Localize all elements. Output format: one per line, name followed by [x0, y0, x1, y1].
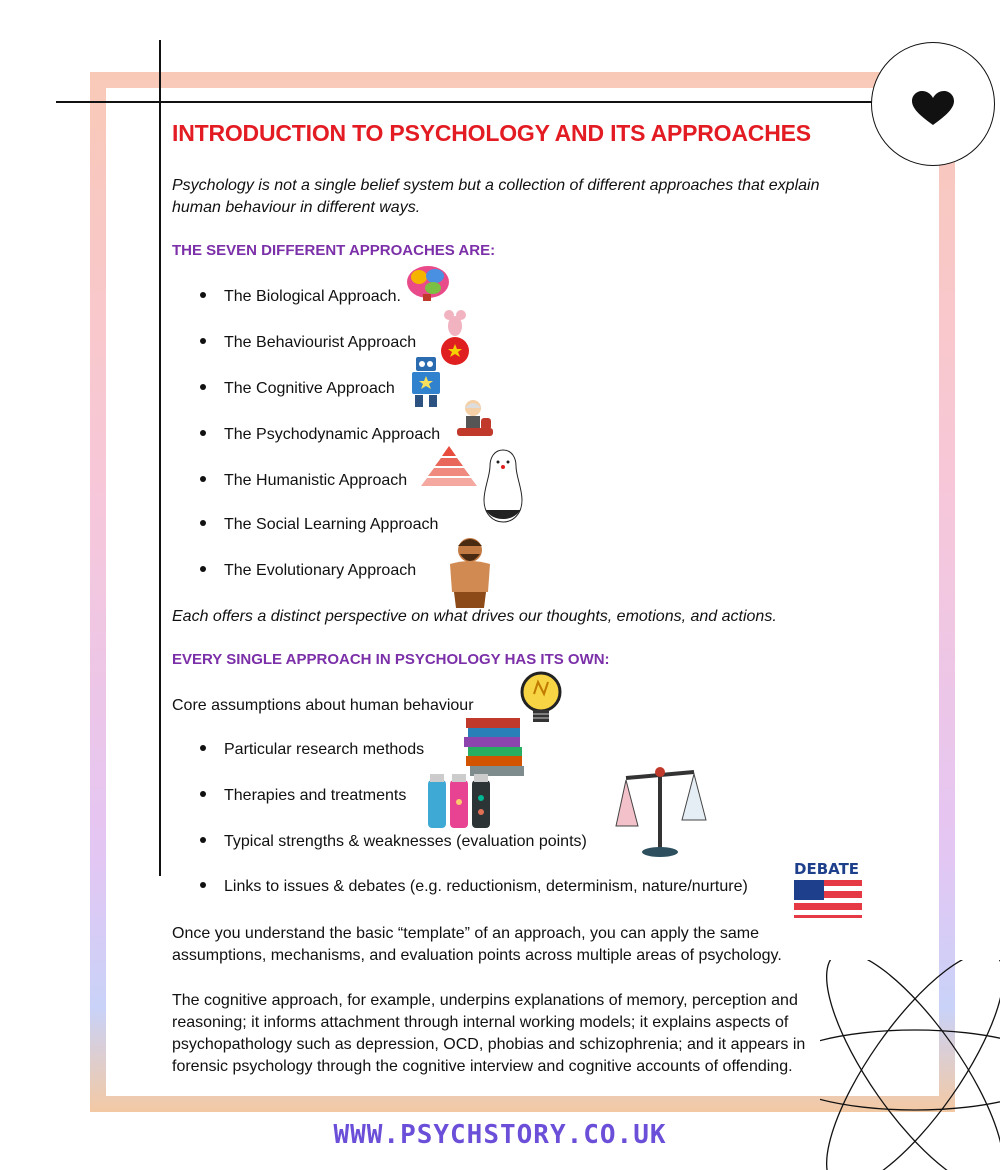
robot-icon — [408, 355, 444, 409]
feature-label: Typical strengths & weaknesses (evaluation points) — [224, 833, 587, 850]
approach-item — [200, 472, 407, 490]
heart-icon — [911, 91, 955, 127]
vertical-rule — [159, 40, 161, 876]
template-paragraph: Once you understand the basic “template” of an approach, you can apply the same assumptions, mechanisms, and evaluation points across multiple areas of psychology. — [172, 925, 782, 964]
website-url: WWW.PSYCHSTORY.CO.UK — [333, 1120, 667, 1150]
feature-label: Particular research methods — [224, 741, 425, 758]
cognitive-paragraph: The cognitive approach, for example, underpins explanations of memory, perception and reasoning; it informs attachment through internal working models; it explains aspects of psychopathology such as depression, OCD, phobias and schizophrenia; and it appears in forensic psychology through the cognitive interview and cognitive accounts of offending. — [172, 992, 806, 1075]
approach-item — [200, 516, 438, 534]
summary-text: Each offers a distinct perspective on what drives our thoughts, emotions, and actions. — [172, 608, 777, 625]
page-title: INTRODUCTION TO PSYCHOLOGY AND ITS APPROACHES — [172, 120, 811, 146]
approach-label: The Humanistic Approach — [224, 472, 408, 489]
debate-icon — [792, 856, 864, 920]
horizontal-rule — [56, 101, 876, 103]
approach-label: The Cognitive Approach — [224, 380, 395, 397]
bobo-doll-icon — [482, 448, 524, 524]
intro-paragraph: Psychology is not a single belief system but a collection of different approaches that explain human behaviour in different ways. — [172, 177, 820, 216]
approach-label: The Biological Approach. — [224, 288, 401, 305]
feature-label: Therapies and treatments — [224, 787, 407, 804]
freud-on-couch-icon — [455, 398, 495, 442]
heart-badge — [871, 42, 995, 166]
pill-bottles-icon — [426, 772, 494, 830]
approach-item — [200, 288, 401, 306]
caveman-icon — [440, 536, 500, 610]
approach-label: The Social Learning Approach — [224, 516, 439, 533]
feature-label: Links to issues & debates (e.g. reductionism, determinism, nature/nurture) — [224, 878, 748, 895]
feature-item — [200, 878, 748, 896]
approach-label: The Behaviourist Approach — [224, 334, 417, 351]
approach-label: The Evolutionary Approach — [224, 562, 417, 579]
approach-item — [200, 426, 440, 444]
books-icon — [462, 714, 526, 778]
feature-item — [200, 741, 424, 759]
features-heading: EVERY SINGLE APPROACH IN PSYCHOLOGY HAS ITS OWN: — [172, 651, 610, 668]
debate-badge-text: DEBATE — [794, 860, 860, 878]
brain-icon — [405, 264, 451, 302]
approach-label: The Psychodynamic Approach — [224, 426, 441, 443]
core-assumptions-text: Core assumptions about human behaviour — [172, 697, 474, 714]
approaches-heading: THE SEVEN DIFFERENT APPROACHES ARE: — [172, 242, 496, 259]
pyramid-icon — [420, 444, 478, 488]
scales-icon — [612, 762, 712, 860]
approach-item — [200, 380, 395, 398]
approach-item — [200, 562, 416, 580]
feature-item — [200, 833, 587, 851]
approach-item — [200, 334, 416, 352]
feature-item — [200, 787, 406, 805]
